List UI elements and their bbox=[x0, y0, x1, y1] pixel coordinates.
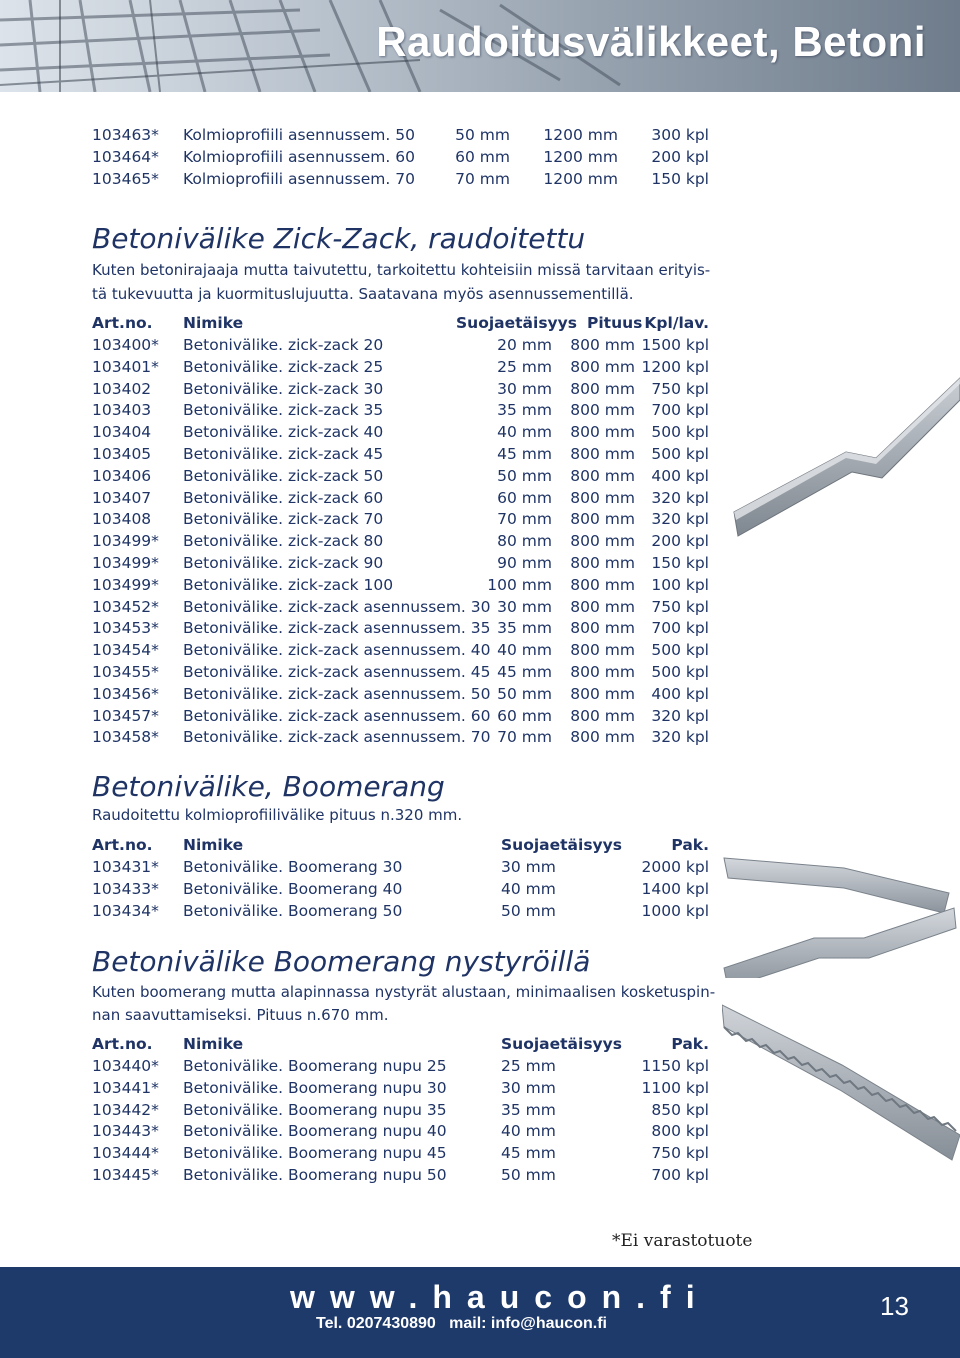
table-row bbox=[92, 1055, 712, 1077]
table-row bbox=[92, 726, 712, 748]
pak: 1000 kpl bbox=[641, 901, 709, 920]
cover: 30 mm bbox=[497, 597, 552, 616]
cover: 60 mm bbox=[497, 706, 552, 725]
quantity: 500 kpl bbox=[651, 445, 709, 463]
zick-zack-description-1: Kuten betonirajaaja mutta taivutettu, tarkoitettu kohteisiin missä tarvitaan erityis- bbox=[92, 261, 711, 279]
cover: 30 mm bbox=[497, 379, 552, 398]
cover: 50 mm bbox=[501, 901, 556, 920]
art-no: 103455* bbox=[92, 663, 159, 681]
pak: 850 kpl bbox=[651, 1100, 709, 1119]
length: 1200 mm bbox=[543, 126, 618, 144]
header-quantity: Kpl/lav. bbox=[644, 314, 709, 332]
art-no: 103465* bbox=[92, 170, 159, 188]
item-name: Betonivälike. zick-zack asennussem. 35 bbox=[183, 619, 491, 638]
art-no: 103452* bbox=[92, 597, 159, 616]
item-name: Kolmioprofiili asennussem. 70 bbox=[183, 170, 415, 188]
length: 800 mm bbox=[570, 423, 635, 442]
cover: 50 mm bbox=[497, 466, 552, 485]
art-no: 103400* bbox=[92, 336, 159, 354]
table-row bbox=[92, 1164, 712, 1186]
item-name: Betonivälike. Boomerang nupu 30 bbox=[183, 1078, 447, 1097]
website-link[interactable]: www.haucon.fi bbox=[290, 1279, 710, 1315]
pak: 700 kpl bbox=[651, 1166, 709, 1184]
length: 1200 mm bbox=[543, 170, 618, 188]
cover: 80 mm bbox=[497, 532, 552, 551]
cover: 25 mm bbox=[501, 1057, 556, 1075]
cover: 40 mm bbox=[501, 879, 556, 898]
quantity: 320 kpl bbox=[651, 706, 709, 725]
art-no: 103454* bbox=[92, 641, 159, 660]
quantity: 100 kpl bbox=[651, 575, 709, 594]
length: 800 mm bbox=[570, 663, 635, 681]
table-row bbox=[92, 639, 712, 661]
art-no: 103463* bbox=[92, 126, 159, 144]
table-row bbox=[92, 124, 712, 146]
quantity: 300 kpl bbox=[651, 126, 709, 144]
header-pak: Pak. bbox=[671, 1035, 709, 1053]
nupu-description-2: nan saavuttamiseksi. Pituus n.670 mm. bbox=[92, 1006, 389, 1024]
item-name: Betonivälike. zick-zack 70 bbox=[183, 510, 384, 529]
quantity: 150 kpl bbox=[651, 170, 709, 188]
art-no: 103433* bbox=[92, 879, 159, 898]
boomerang-description: Raudoitettu kolmioprofiilivälike pituus n.320 mm. bbox=[92, 806, 463, 824]
header-art-no: Art.no. bbox=[92, 1035, 153, 1053]
nupu-table-header bbox=[92, 1033, 712, 1055]
table-row bbox=[92, 1099, 712, 1121]
table-row bbox=[92, 378, 712, 400]
zick-zack-title: Betonivälike Zick-Zack, raudoitettu bbox=[92, 222, 586, 255]
footnote: *Ei varastotuote bbox=[612, 1231, 753, 1251]
length: 800 mm bbox=[570, 336, 635, 354]
item-name: Betonivälike. Boomerang nupu 40 bbox=[183, 1122, 447, 1141]
quantity: 700 kpl bbox=[651, 619, 709, 638]
header-name: Nimike bbox=[183, 314, 244, 332]
art-no: 103404 bbox=[92, 423, 152, 442]
item-name: Betonivälike. zick-zack 50 bbox=[183, 466, 384, 485]
header-name: Nimike bbox=[183, 1035, 244, 1053]
cover: 70 mm bbox=[497, 510, 552, 529]
page-title: Raudoitusvälikkeet, Betoni bbox=[376, 18, 926, 65]
table-row bbox=[92, 399, 712, 421]
quantity: 200 kpl bbox=[651, 148, 709, 166]
item-name: Betonivälike. Boomerang nupu 25 bbox=[183, 1057, 447, 1075]
header-length: Pituus bbox=[587, 314, 643, 332]
art-no: 103444* bbox=[92, 1144, 159, 1163]
quantity: 500 kpl bbox=[651, 663, 709, 681]
table-row bbox=[92, 334, 712, 356]
art-no: 103453* bbox=[92, 619, 159, 638]
length: 800 mm bbox=[570, 532, 635, 551]
table-row bbox=[92, 508, 712, 530]
art-no: 103464* bbox=[92, 148, 159, 166]
footer-bar bbox=[0, 1267, 960, 1358]
header-name: Nimike bbox=[183, 836, 244, 854]
item-name: Kolmioprofiili asennussem. 50 bbox=[183, 126, 415, 144]
length: 800 mm bbox=[570, 466, 635, 485]
table-row bbox=[92, 705, 712, 727]
art-no: 103408 bbox=[92, 510, 152, 529]
table-row bbox=[92, 487, 712, 509]
length: 800 mm bbox=[570, 619, 635, 638]
length: 1200 mm bbox=[543, 148, 618, 166]
item-name: Betonivälike. zick-zack 20 bbox=[183, 336, 384, 354]
header-cover: Suojaetäisyys bbox=[501, 1035, 622, 1053]
table-row bbox=[92, 1120, 712, 1142]
quantity: 700 kpl bbox=[651, 401, 709, 420]
cover: 40 mm bbox=[497, 641, 552, 660]
item-name: Betonivälike. Boomerang nupu 50 bbox=[183, 1166, 447, 1184]
item-name: Betonivälike. zick-zack asennussem. 70 bbox=[183, 728, 491, 747]
contact-info: Tel. 0207430890 mail: info@haucon.fi bbox=[316, 1315, 607, 1332]
art-no: 103499* bbox=[92, 575, 159, 594]
art-no: 103401* bbox=[92, 357, 159, 376]
art-no: 103405 bbox=[92, 445, 152, 463]
table-row bbox=[92, 596, 712, 618]
art-no: 103434* bbox=[92, 901, 159, 920]
item-name: Betonivälike. zick-zack 90 bbox=[183, 554, 384, 572]
cover: 60 mm bbox=[497, 488, 552, 507]
art-no: 103499* bbox=[92, 532, 159, 551]
length: 800 mm bbox=[570, 706, 635, 725]
table-row bbox=[92, 617, 712, 639]
zick-zack-product-image bbox=[726, 370, 960, 550]
cover: 30 mm bbox=[501, 1078, 556, 1097]
art-no: 103407 bbox=[92, 488, 152, 507]
zick-zack-table-header bbox=[92, 312, 712, 334]
art-no: 103442* bbox=[92, 1100, 159, 1119]
header-art-no: Art.no. bbox=[92, 314, 153, 332]
table-row bbox=[92, 146, 712, 168]
item-name: Betonivälike. Boomerang 50 bbox=[183, 901, 403, 920]
item-name: Betonivälike. zick-zack 40 bbox=[183, 423, 384, 442]
art-no: 103431* bbox=[92, 858, 159, 876]
table-row bbox=[92, 552, 712, 574]
pak: 800 kpl bbox=[651, 1122, 709, 1141]
item-name: Betonivälike. zick-zack asennussem. 30 bbox=[183, 597, 491, 616]
item-name: Betonivälike. zick-zack asennussem. 50 bbox=[183, 684, 491, 703]
length: 800 mm bbox=[570, 575, 635, 594]
length: 800 mm bbox=[570, 554, 635, 572]
table-row bbox=[92, 900, 712, 922]
cover: 35 mm bbox=[501, 1100, 556, 1119]
quantity: 1500 kpl bbox=[641, 336, 709, 354]
art-no: 103406 bbox=[92, 466, 152, 485]
length: 800 mm bbox=[570, 401, 635, 420]
cover: 50 mm bbox=[497, 684, 552, 703]
art-no: 103445* bbox=[92, 1166, 159, 1184]
table-row bbox=[92, 421, 712, 443]
length: 800 mm bbox=[570, 379, 635, 398]
cover: 40 mm bbox=[501, 1122, 556, 1141]
cover: 25 mm bbox=[497, 357, 552, 376]
art-no: 103499* bbox=[92, 554, 159, 572]
art-no: 103403 bbox=[92, 401, 152, 420]
length: 800 mm bbox=[570, 488, 635, 507]
length: 800 mm bbox=[570, 684, 635, 703]
cover: 30 mm bbox=[501, 858, 556, 876]
cover: 90 mm bbox=[497, 554, 552, 572]
item-name: Betonivälike. zick-zack 80 bbox=[183, 532, 384, 551]
cover: 45 mm bbox=[497, 445, 552, 463]
pak: 1400 kpl bbox=[641, 879, 709, 898]
pak: 750 kpl bbox=[651, 1144, 709, 1163]
table-row bbox=[92, 1077, 712, 1099]
quantity: 1200 kpl bbox=[641, 357, 709, 376]
item-name: Betonivälike. zick-zack 25 bbox=[183, 357, 384, 376]
boomerang-product-image bbox=[704, 848, 960, 978]
table-row bbox=[92, 168, 712, 190]
table-row bbox=[92, 683, 712, 705]
table-row bbox=[92, 856, 712, 878]
cover: 20 mm bbox=[497, 336, 552, 354]
length: 800 mm bbox=[570, 728, 635, 747]
quantity: 750 kpl bbox=[651, 379, 709, 398]
item-name: Betonivälike. zick-zack 60 bbox=[183, 488, 384, 507]
table-row bbox=[92, 356, 712, 378]
quantity: 400 kpl bbox=[651, 466, 709, 485]
pak: 1150 kpl bbox=[641, 1057, 709, 1075]
item-name: Betonivälike. zick-zack 100 bbox=[183, 575, 394, 594]
cover: 70 mm bbox=[497, 728, 552, 747]
header-cover: Suojaetäisyys bbox=[501, 836, 622, 854]
cover: 40 mm bbox=[497, 423, 552, 442]
header-art-no: Art.no. bbox=[92, 836, 153, 854]
quantity: 500 kpl bbox=[651, 641, 709, 660]
page-number: 13 bbox=[880, 1291, 909, 1321]
cover: 100 mm bbox=[487, 575, 552, 594]
nupu-description-1: Kuten boomerang mutta alapinnassa nystyrät alustaan, minimaalisen kosketuspin- bbox=[92, 983, 716, 1001]
pak: 1100 kpl bbox=[641, 1078, 709, 1097]
item-name: Betonivälike. zick-zack asennussem. 45 bbox=[183, 663, 491, 681]
zick-zack-description-2: tä tukevuutta ja kuormituslujuutta. Saatavana myös asennussementillä. bbox=[92, 285, 634, 303]
cover: 50 mm bbox=[455, 126, 510, 144]
item-name: Betonivälike. zick-zack asennussem. 60 bbox=[183, 706, 491, 725]
cover: 35 mm bbox=[497, 619, 552, 638]
item-name: Betonivälike. Boomerang nupu 35 bbox=[183, 1100, 447, 1119]
art-no: 103457* bbox=[92, 706, 159, 725]
item-name: Betonivälike. Boomerang 30 bbox=[183, 858, 403, 876]
quantity: 500 kpl bbox=[651, 423, 709, 442]
quantity: 320 kpl bbox=[651, 510, 709, 529]
boomerang-table-header bbox=[92, 834, 712, 856]
length: 800 mm bbox=[570, 641, 635, 660]
pak: 2000 kpl bbox=[641, 858, 709, 876]
item-name: Betonivälike. zick-zack 30 bbox=[183, 379, 384, 398]
cover: 35 mm bbox=[497, 401, 552, 420]
length: 800 mm bbox=[570, 510, 635, 529]
length: 800 mm bbox=[570, 445, 635, 463]
item-name: Betonivälike. Boomerang nupu 45 bbox=[183, 1144, 447, 1163]
table-row bbox=[92, 465, 712, 487]
art-no: 103456* bbox=[92, 684, 159, 703]
quantity: 150 kpl bbox=[651, 554, 709, 572]
table-row bbox=[92, 574, 712, 596]
item-name: Betonivälike. Boomerang 40 bbox=[183, 879, 403, 898]
quantity: 200 kpl bbox=[651, 532, 709, 551]
quantity: 750 kpl bbox=[651, 597, 709, 616]
table-row bbox=[92, 661, 712, 683]
length: 800 mm bbox=[570, 597, 635, 616]
table-row bbox=[92, 1142, 712, 1164]
boomerang-nupu-product-image bbox=[722, 985, 960, 1185]
header-banner bbox=[0, 0, 960, 92]
item-name: Betonivälike. zick-zack 45 bbox=[183, 445, 384, 463]
item-name: Kolmioprofiili asennussem. 60 bbox=[183, 148, 415, 166]
nupu-title: Betonivälike Boomerang nystyröillä bbox=[92, 945, 591, 978]
cover: 60 mm bbox=[455, 148, 510, 166]
art-no: 103402 bbox=[92, 379, 152, 398]
art-no: 103440* bbox=[92, 1057, 159, 1075]
quantity: 320 kpl bbox=[651, 488, 709, 507]
cover: 70 mm bbox=[455, 170, 510, 188]
header-pak: Pak. bbox=[671, 836, 709, 854]
quantity: 400 kpl bbox=[651, 684, 709, 703]
item-name: Betonivälike. zick-zack asennussem. 40 bbox=[183, 641, 491, 660]
table-row bbox=[92, 878, 712, 900]
header-cover: Suojaetäisyys bbox=[456, 314, 577, 332]
art-no: 103441* bbox=[92, 1078, 159, 1097]
item-name: Betonivälike. zick-zack 35 bbox=[183, 401, 384, 420]
quantity: 320 kpl bbox=[651, 728, 709, 747]
art-no: 103443* bbox=[92, 1122, 159, 1141]
cover: 45 mm bbox=[497, 663, 552, 681]
table-row bbox=[92, 530, 712, 552]
length: 800 mm bbox=[570, 357, 635, 376]
cover: 50 mm bbox=[501, 1166, 556, 1184]
cover: 45 mm bbox=[501, 1144, 556, 1163]
art-no: 103458* bbox=[92, 728, 159, 747]
table-row bbox=[92, 443, 712, 465]
boomerang-title: Betonivälike, Boomerang bbox=[92, 770, 445, 803]
